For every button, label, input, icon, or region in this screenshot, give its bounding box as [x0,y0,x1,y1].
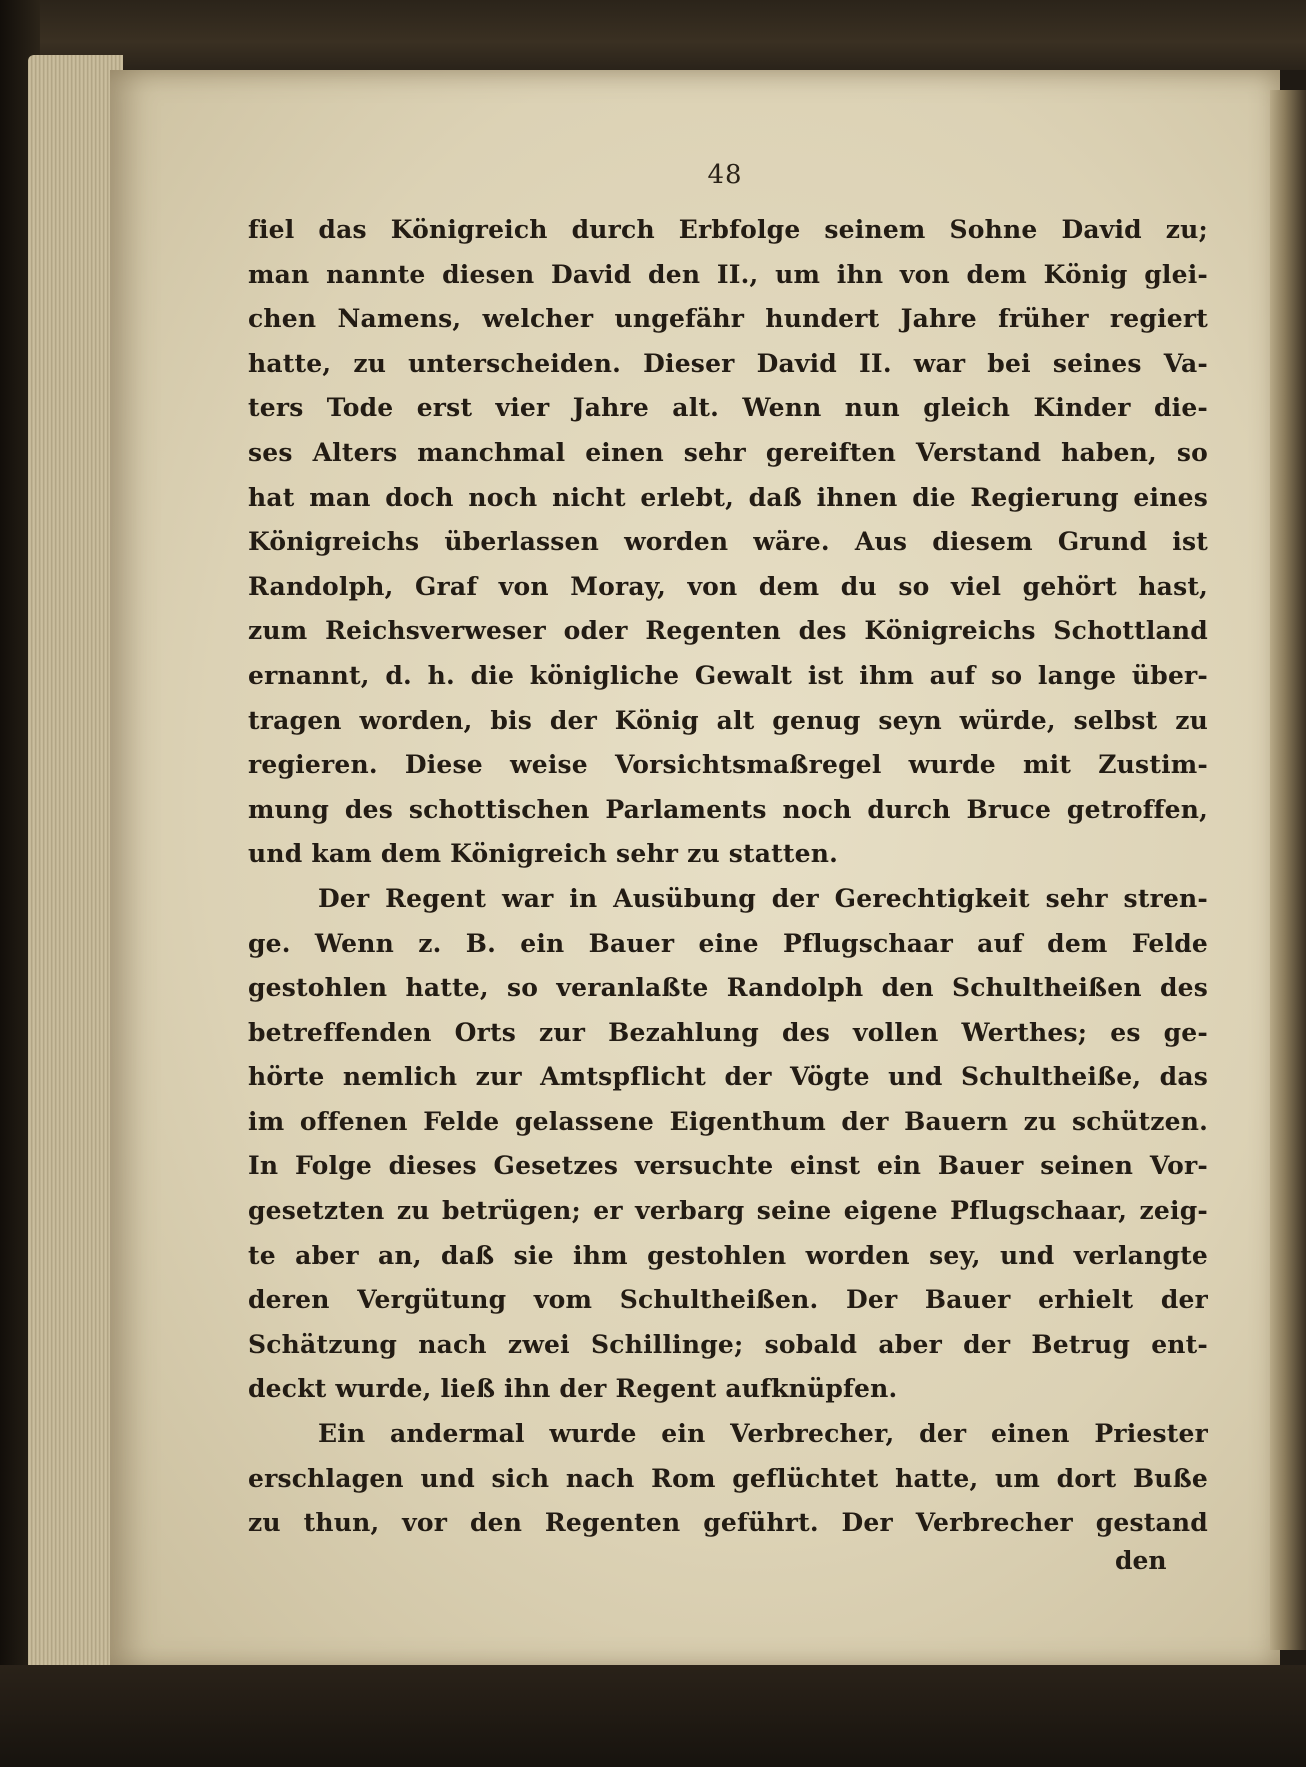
text-line: chen Namens, welcher ungefähr hundert Jahre früher regiert [248,304,1208,334]
book-cover-bottom [0,1665,1306,1767]
text-line: zum Reichsverweser oder Regenten des Königreichs Schottland [248,616,1208,646]
text-line: ters Tode erst vier Jahre alt. Wenn nun gleich Kinder die- [248,393,1208,423]
text-line: und kam dem Königreich sehr zu statten. [248,839,839,869]
text-line: In Folge dieses Gesetzes versuchte einst ein Bauer seinen Vor- [248,1151,1208,1181]
text-line: regieren. Diese weise Vorsichtsmaßregel wurde mit Zustim- [248,750,1208,780]
text-line: Der Regent war in Ausübung der Gerechtigkeit sehr stren- [318,883,1208,913]
text-line: erschlagen und sich nach Rom geflüchtet hatte, um dort Buße [248,1463,1208,1493]
text-line: deren Vergütung vom Schultheißen. Der Bauer erhielt der [248,1285,1208,1315]
text-line: tragen worden, bis der König alt genug seyn würde, selbst zu [248,705,1208,735]
text-line: te aber an, daß sie ihm gestohlen worden sey, und verlangte [248,1240,1208,1270]
facing-page-edge [1270,90,1306,1650]
text-line: mung des schottischen Parlaments noch durch Bruce getroffen, [248,794,1208,824]
text-line: Königreichs überlassen worden wäre. Aus diesem Grund ist [248,527,1208,557]
text-line: Schätzung nach zwei Schillinge; sobald aber der Betrug ent- [248,1329,1208,1359]
page-stack-edge [28,55,123,1675]
text-line: ernannt, d. h. die königliche Gewalt ist ihm auf so lange über- [248,660,1208,690]
text-line: zu thun, vor den Regenten geführt. Der Verbrecher gestand [248,1508,1208,1538]
book-cover-top [0,0,1306,70]
catchword: den [1115,1546,1167,1575]
text-line: betreffenden Orts zur Bezahlung des vollen Werthes; es ge- [248,1017,1208,1047]
text-line: im offenen Felde gelassene Eigenthum der Bauern zu schützen. [248,1106,1208,1136]
text-line: hatte, zu unterscheiden. Dieser David II. war bei seines Va- [248,348,1208,378]
text-line: gestohlen hatte, so veranlaßte Randolph den Schultheißen des [248,973,1208,1003]
page-number: 48 [707,160,743,190]
text-line: fiel das Königreich durch Erbfolge seinem Sohne David zu; [248,215,1208,244]
text-line: ge. Wenn z. B. ein Bauer eine Pflugschaar auf dem Felde [248,928,1208,958]
text-line: deckt wurde, ließ ihn der Regent aufknüpfen. [248,1374,898,1404]
text-line: gesetzten zu betrügen; er verbarg seine eigene Pflugschaar, zeig- [248,1196,1208,1226]
text-line: hörte nemlich zur Amtspflicht der Vögte und Schultheiße, das [248,1062,1208,1092]
text-line: hat man doch noch nicht erlebt, daß ihnen die Regierung eines [248,482,1208,512]
body-text [248,208,1208,1546]
text-line: ses Alters manchmal einen sehr gereiften Verstand haben, so [248,437,1208,467]
text-line: Randolph, Graf von Moray, von dem du so viel gehört hast, [248,571,1208,601]
text-line: man nannte diesen David den II., um ihn von dem König glei- [248,259,1208,289]
text-line: Ein andermal wurde ein Verbrecher, der einen Priester [318,1419,1208,1449]
